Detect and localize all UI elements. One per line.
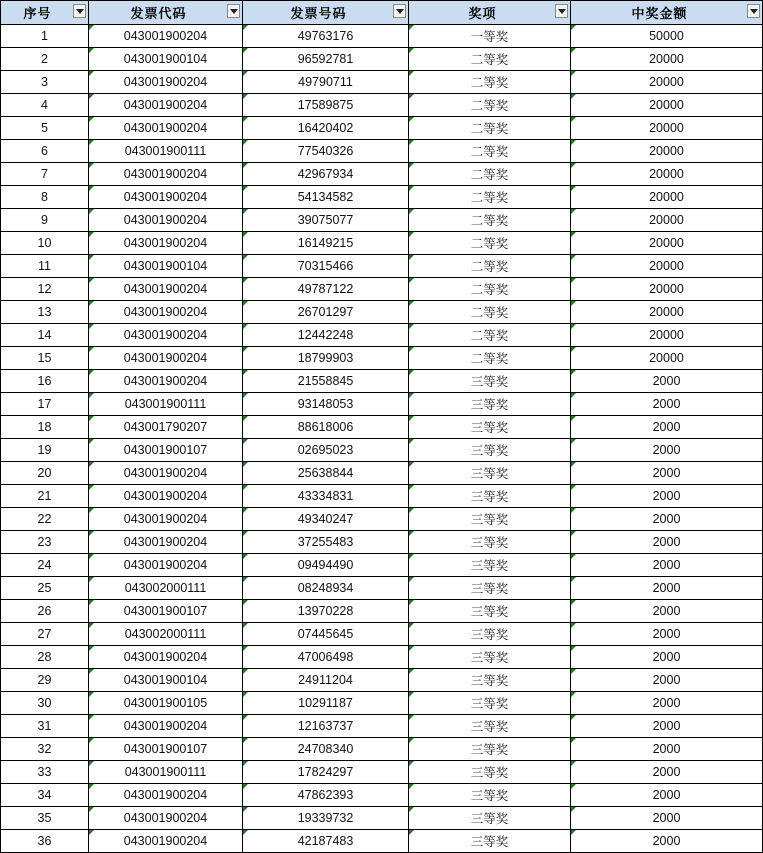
cell-invoice-code[interactable]: 043001900204 xyxy=(89,784,243,807)
header-label: 奖项 xyxy=(468,7,497,22)
cell-prize-amount[interactable]: 2000 xyxy=(571,623,763,646)
table-row xyxy=(1,577,763,600)
cell-seq[interactable]: 10 xyxy=(1,232,89,255)
cell-invoice-number[interactable]: 02695023 xyxy=(243,439,409,462)
cell-award[interactable]: 三等奖 xyxy=(409,623,571,646)
cell-invoice-number[interactable]: 49340247 xyxy=(243,508,409,531)
cell-prize-amount[interactable]: 2000 xyxy=(571,738,763,761)
cell-award[interactable]: 三等奖 xyxy=(409,807,571,830)
cell-award[interactable]: 三等奖 xyxy=(409,600,571,623)
cell-award[interactable]: 三等奖 xyxy=(409,370,571,393)
cell-invoice-number[interactable]: 43334831 xyxy=(243,485,409,508)
cell-award[interactable]: 三等奖 xyxy=(409,577,571,600)
filter-dropdown-icon[interactable] xyxy=(73,4,86,18)
cell-seq[interactable]: 27 xyxy=(1,623,89,646)
table-row xyxy=(1,255,763,278)
cell-prize-amount[interactable]: 2000 xyxy=(571,370,763,393)
cell-invoice-number[interactable]: 49790711 xyxy=(243,71,409,94)
cell-award[interactable]: 三等奖 xyxy=(409,485,571,508)
cell-seq[interactable]: 23 xyxy=(1,531,89,554)
cell-invoice-code[interactable]: 043001900204 xyxy=(89,94,243,117)
header-label: 发票代码 xyxy=(130,7,187,22)
cell-award[interactable]: 二等奖 xyxy=(409,209,571,232)
cell-award[interactable]: 二等奖 xyxy=(409,255,571,278)
cell-prize-amount[interactable]: 2000 xyxy=(571,692,763,715)
cell-invoice-code[interactable]: 043001900204 xyxy=(89,462,243,485)
cell-award[interactable]: 二等奖 xyxy=(409,94,571,117)
cell-invoice-code[interactable]: 043001900204 xyxy=(89,370,243,393)
table-row xyxy=(1,48,763,71)
cell-invoice-number[interactable]: 49787122 xyxy=(243,278,409,301)
cell-award[interactable]: 三等奖 xyxy=(409,646,571,669)
cell-award[interactable]: 二等奖 xyxy=(409,232,571,255)
cell-invoice-code[interactable]: 043001900204 xyxy=(89,278,243,301)
cell-invoice-code[interactable]: 043001900204 xyxy=(89,117,243,140)
cell-invoice-number[interactable]: 77540326 xyxy=(243,140,409,163)
table-row xyxy=(1,761,763,784)
cell-seq[interactable]: 11 xyxy=(1,255,89,278)
cell-invoice-number[interactable]: 96592781 xyxy=(243,48,409,71)
cell-award[interactable]: 三等奖 xyxy=(409,715,571,738)
cell-invoice-number[interactable]: 25638844 xyxy=(243,462,409,485)
cell-seq[interactable]: 16 xyxy=(1,370,89,393)
header-label: 发票号码 xyxy=(290,7,347,22)
cell-prize-amount[interactable]: 20000 xyxy=(571,232,763,255)
cell-invoice-code[interactable]: 043001900204 xyxy=(89,25,243,48)
cell-award[interactable]: 三等奖 xyxy=(409,416,571,439)
cell-prize-amount[interactable]: 20000 xyxy=(571,324,763,347)
cell-invoice-code[interactable]: 043001900204 xyxy=(89,209,243,232)
cell-seq[interactable]: 8 xyxy=(1,186,89,209)
cell-invoice-number[interactable]: 09494490 xyxy=(243,554,409,577)
cell-invoice-number[interactable]: 13970228 xyxy=(243,600,409,623)
header-label: 序号 xyxy=(23,7,52,22)
cell-invoice-code[interactable]: 043001900204 xyxy=(89,554,243,577)
cell-prize-amount[interactable]: 2000 xyxy=(571,600,763,623)
table-row xyxy=(1,347,763,370)
cell-invoice-code[interactable]: 043001900111 xyxy=(89,393,243,416)
table-row xyxy=(1,25,763,48)
cell-award[interactable]: 二等奖 xyxy=(409,186,571,209)
cell-invoice-number[interactable]: 17824297 xyxy=(243,761,409,784)
cell-invoice-number[interactable]: 93148053 xyxy=(243,393,409,416)
cell-seq[interactable]: 2 xyxy=(1,48,89,71)
cell-invoice-number[interactable]: 49763176 xyxy=(243,25,409,48)
table-row xyxy=(1,508,763,531)
table-row xyxy=(1,830,763,853)
cell-invoice-number[interactable]: 12163737 xyxy=(243,715,409,738)
cell-award[interactable]: 三等奖 xyxy=(409,554,571,577)
cell-invoice-number[interactable]: 88618006 xyxy=(243,416,409,439)
cell-seq[interactable]: 32 xyxy=(1,738,89,761)
cell-award[interactable]: 三等奖 xyxy=(409,669,571,692)
cell-prize-amount[interactable]: 20000 xyxy=(571,255,763,278)
cell-invoice-number[interactable]: 47006498 xyxy=(243,646,409,669)
header-seq[interactable] xyxy=(1,1,89,25)
cell-prize-amount[interactable]: 2000 xyxy=(571,416,763,439)
cell-seq[interactable]: 21 xyxy=(1,485,89,508)
cell-prize-amount[interactable]: 20000 xyxy=(571,347,763,370)
cell-invoice-code[interactable]: 043001900204 xyxy=(89,301,243,324)
cell-seq[interactable]: 18 xyxy=(1,416,89,439)
cell-seq[interactable]: 20 xyxy=(1,462,89,485)
cell-prize-amount[interactable]: 50000 xyxy=(571,25,763,48)
cell-seq[interactable]: 1 xyxy=(1,25,89,48)
table-row xyxy=(1,324,763,347)
cell-seq[interactable]: 15 xyxy=(1,347,89,370)
cell-prize-amount[interactable]: 20000 xyxy=(571,301,763,324)
table-row xyxy=(1,646,763,669)
cell-invoice-code[interactable]: 043001900204 xyxy=(89,163,243,186)
cell-seq[interactable]: 25 xyxy=(1,577,89,600)
cell-prize-amount[interactable]: 20000 xyxy=(571,71,763,94)
cell-seq[interactable]: 35 xyxy=(1,807,89,830)
filter-dropdown-icon[interactable] xyxy=(555,4,568,18)
table-row xyxy=(1,71,763,94)
header-invoice-number[interactable] xyxy=(243,1,409,25)
table-row xyxy=(1,485,763,508)
cell-invoice-code[interactable]: 043002000111 xyxy=(89,623,243,646)
filter-dropdown-icon[interactable] xyxy=(227,4,240,18)
header-row xyxy=(1,1,763,25)
cell-award[interactable]: 二等奖 xyxy=(409,140,571,163)
cell-prize-amount[interactable]: 2000 xyxy=(571,807,763,830)
cell-invoice-code[interactable]: 043001900104 xyxy=(89,255,243,278)
table-row xyxy=(1,278,763,301)
cell-prize-amount[interactable]: 2000 xyxy=(571,439,763,462)
cell-award[interactable]: 三等奖 xyxy=(409,692,571,715)
cell-invoice-number[interactable]: 42187483 xyxy=(243,830,409,853)
cell-seq[interactable]: 36 xyxy=(1,830,89,853)
cell-seq[interactable]: 24 xyxy=(1,554,89,577)
cell-invoice-number[interactable]: 12442248 xyxy=(243,324,409,347)
table-row xyxy=(1,94,763,117)
cell-invoice-code[interactable]: 043001900204 xyxy=(89,347,243,370)
cell-award[interactable]: 二等奖 xyxy=(409,163,571,186)
cell-invoice-code[interactable]: 043001900105 xyxy=(89,692,243,715)
cell-seq[interactable]: 22 xyxy=(1,508,89,531)
table-row xyxy=(1,462,763,485)
cell-seq[interactable]: 28 xyxy=(1,646,89,669)
table-row xyxy=(1,186,763,209)
cell-invoice-code[interactable]: 043001900204 xyxy=(89,232,243,255)
table-row xyxy=(1,715,763,738)
table-row xyxy=(1,784,763,807)
cell-prize-amount[interactable]: 20000 xyxy=(571,278,763,301)
table-row xyxy=(1,393,763,416)
cell-seq[interactable]: 33 xyxy=(1,761,89,784)
cell-prize-amount[interactable]: 2000 xyxy=(571,508,763,531)
cell-seq[interactable]: 17 xyxy=(1,393,89,416)
cell-prize-amount[interactable]: 20000 xyxy=(571,140,763,163)
cell-prize-amount[interactable]: 2000 xyxy=(571,830,763,853)
cell-award[interactable]: 二等奖 xyxy=(409,347,571,370)
table-row xyxy=(1,439,763,462)
cell-seq[interactable]: 13 xyxy=(1,301,89,324)
cell-award[interactable]: 三等奖 xyxy=(409,462,571,485)
cell-prize-amount[interactable]: 2000 xyxy=(571,531,763,554)
table-row xyxy=(1,140,763,163)
table-row xyxy=(1,600,763,623)
table-row xyxy=(1,163,763,186)
cell-invoice-code[interactable]: 043001900204 xyxy=(89,830,243,853)
cell-prize-amount[interactable]: 20000 xyxy=(571,209,763,232)
cell-award[interactable]: 三等奖 xyxy=(409,784,571,807)
cell-seq[interactable]: 7 xyxy=(1,163,89,186)
table-row xyxy=(1,623,763,646)
cell-invoice-number[interactable]: 16149215 xyxy=(243,232,409,255)
cell-seq[interactable]: 31 xyxy=(1,715,89,738)
cell-prize-amount[interactable]: 2000 xyxy=(571,784,763,807)
cell-invoice-number[interactable]: 07445645 xyxy=(243,623,409,646)
cell-seq[interactable]: 9 xyxy=(1,209,89,232)
cell-seq[interactable]: 34 xyxy=(1,784,89,807)
cell-invoice-number[interactable]: 21558845 xyxy=(243,370,409,393)
cell-prize-amount[interactable]: 2000 xyxy=(571,485,763,508)
cell-prize-amount[interactable]: 2000 xyxy=(571,554,763,577)
cell-award[interactable]: 二等奖 xyxy=(409,48,571,71)
cell-prize-amount[interactable]: 2000 xyxy=(571,577,763,600)
cell-prize-amount[interactable]: 20000 xyxy=(571,117,763,140)
cell-seq[interactable]: 12 xyxy=(1,278,89,301)
cell-award[interactable]: 二等奖 xyxy=(409,117,571,140)
cell-seq[interactable]: 5 xyxy=(1,117,89,140)
cell-invoice-code[interactable]: 043001900204 xyxy=(89,715,243,738)
cell-invoice-number[interactable]: 08248934 xyxy=(243,577,409,600)
header-prize-amount[interactable] xyxy=(571,1,763,25)
cell-invoice-code[interactable]: 043001900111 xyxy=(89,761,243,784)
table-row xyxy=(1,416,763,439)
cell-invoice-number[interactable]: 24911204 xyxy=(243,669,409,692)
table-row xyxy=(1,738,763,761)
cell-invoice-code[interactable]: 043001900204 xyxy=(89,531,243,554)
cell-prize-amount[interactable]: 2000 xyxy=(571,462,763,485)
cell-award[interactable]: 二等奖 xyxy=(409,278,571,301)
cell-prize-amount[interactable]: 20000 xyxy=(571,94,763,117)
cell-award[interactable]: 二等奖 xyxy=(409,324,571,347)
cell-invoice-code[interactable]: 043001900204 xyxy=(89,646,243,669)
cell-invoice-number[interactable]: 26701297 xyxy=(243,301,409,324)
cell-award[interactable]: 三等奖 xyxy=(409,439,571,462)
cell-invoice-code[interactable]: 043001790207 xyxy=(89,416,243,439)
cell-award[interactable]: 三等奖 xyxy=(409,393,571,416)
cell-seq[interactable]: 14 xyxy=(1,324,89,347)
cell-invoice-code[interactable]: 043001900204 xyxy=(89,807,243,830)
cell-invoice-code[interactable]: 043001900111 xyxy=(89,140,243,163)
cell-invoice-code[interactable]: 043001900107 xyxy=(89,439,243,462)
cell-invoice-number[interactable]: 39075077 xyxy=(243,209,409,232)
cell-seq[interactable]: 6 xyxy=(1,140,89,163)
cell-seq[interactable]: 26 xyxy=(1,600,89,623)
cell-invoice-code[interactable]: 043001900204 xyxy=(89,508,243,531)
cell-award[interactable]: 二等奖 xyxy=(409,301,571,324)
table-row xyxy=(1,301,763,324)
table-row xyxy=(1,370,763,393)
cell-invoice-number[interactable]: 16420402 xyxy=(243,117,409,140)
cell-invoice-code[interactable]: 043001900204 xyxy=(89,71,243,94)
cell-invoice-code[interactable]: 043002000111 xyxy=(89,577,243,600)
cell-invoice-code[interactable]: 043001900107 xyxy=(89,600,243,623)
cell-invoice-code[interactable]: 043001900104 xyxy=(89,669,243,692)
cell-prize-amount[interactable]: 2000 xyxy=(571,669,763,692)
cell-seq[interactable]: 30 xyxy=(1,692,89,715)
cell-invoice-number[interactable]: 47862393 xyxy=(243,784,409,807)
cell-prize-amount[interactable]: 20000 xyxy=(571,186,763,209)
table-body xyxy=(1,25,763,853)
cell-invoice-code[interactable]: 043001900104 xyxy=(89,48,243,71)
cell-invoice-number[interactable]: 42967934 xyxy=(243,163,409,186)
cell-prize-amount[interactable]: 2000 xyxy=(571,715,763,738)
cell-award[interactable]: 三等奖 xyxy=(409,508,571,531)
cell-award[interactable]: 三等奖 xyxy=(409,830,571,853)
table-row xyxy=(1,117,763,140)
table-row xyxy=(1,232,763,255)
table-row xyxy=(1,209,763,232)
cell-invoice-number[interactable]: 18799903 xyxy=(243,347,409,370)
cell-invoice-number[interactable]: 10291187 xyxy=(243,692,409,715)
cell-seq[interactable]: 4 xyxy=(1,94,89,117)
cell-award[interactable]: 二等奖 xyxy=(409,71,571,94)
cell-invoice-code[interactable]: 043001900204 xyxy=(89,186,243,209)
cell-invoice-number[interactable]: 37255483 xyxy=(243,531,409,554)
cell-invoice-number[interactable]: 24708340 xyxy=(243,738,409,761)
cell-award[interactable]: 三等奖 xyxy=(409,738,571,761)
table-row xyxy=(1,554,763,577)
cell-prize-amount[interactable]: 2000 xyxy=(571,646,763,669)
header-invoice-code[interactable] xyxy=(89,1,243,25)
cell-invoice-code[interactable]: 043001900204 xyxy=(89,485,243,508)
cell-invoice-number[interactable]: 70315466 xyxy=(243,255,409,278)
cell-invoice-code[interactable]: 043001900204 xyxy=(89,324,243,347)
table-row xyxy=(1,692,763,715)
cell-prize-amount[interactable]: 2000 xyxy=(571,761,763,784)
table-row xyxy=(1,669,763,692)
cell-award[interactable]: 三等奖 xyxy=(409,761,571,784)
cell-seq[interactable]: 19 xyxy=(1,439,89,462)
cell-invoice-number[interactable]: 17589875 xyxy=(243,94,409,117)
cell-prize-amount[interactable]: 20000 xyxy=(571,48,763,71)
cell-award[interactable]: 一等奖 xyxy=(409,25,571,48)
cell-prize-amount[interactable]: 20000 xyxy=(571,163,763,186)
filter-dropdown-icon[interactable] xyxy=(747,4,760,18)
cell-invoice-number[interactable]: 54134582 xyxy=(243,186,409,209)
cell-award[interactable]: 三等奖 xyxy=(409,531,571,554)
cell-invoice-code[interactable]: 043001900107 xyxy=(89,738,243,761)
header-award[interactable] xyxy=(409,1,571,25)
header-label: 中奖金额 xyxy=(631,7,688,22)
cell-seq[interactable]: 29 xyxy=(1,669,89,692)
filter-dropdown-icon[interactable] xyxy=(393,4,406,18)
cell-seq[interactable]: 3 xyxy=(1,71,89,94)
cell-invoice-number[interactable]: 19339732 xyxy=(243,807,409,830)
cell-prize-amount[interactable]: 2000 xyxy=(571,393,763,416)
table-row xyxy=(1,807,763,830)
table-row xyxy=(1,531,763,554)
